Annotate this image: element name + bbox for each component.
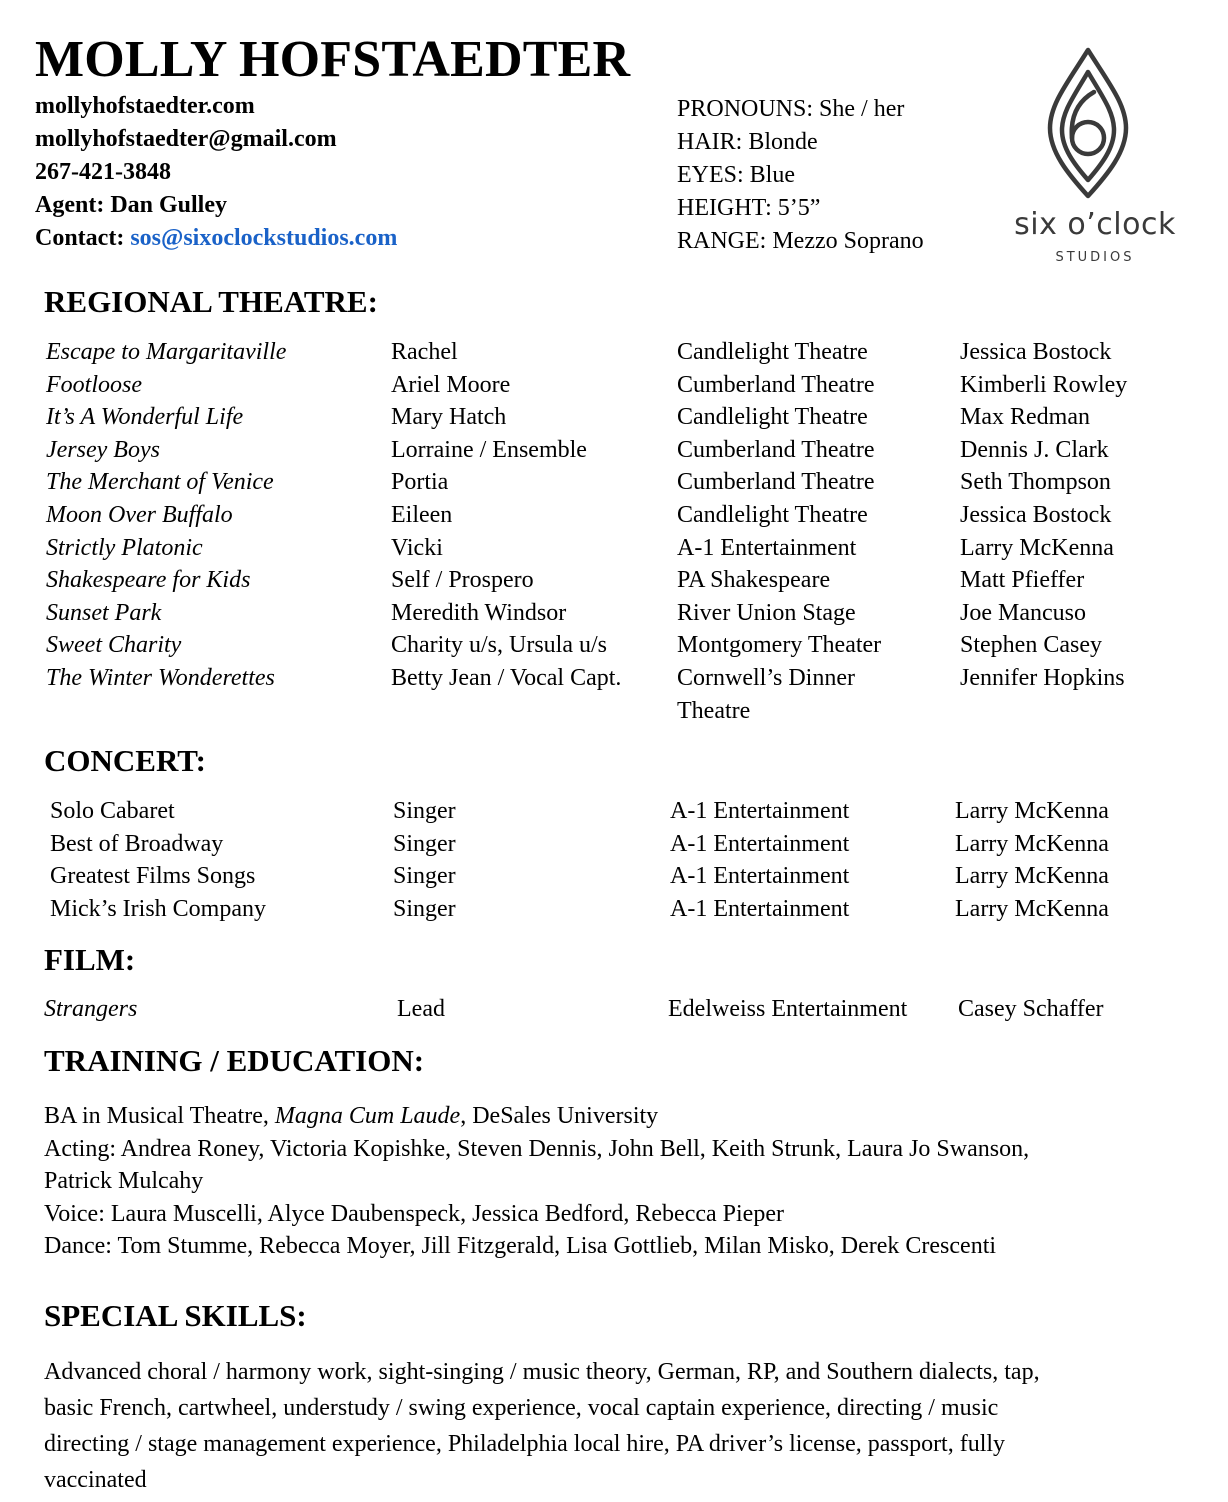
company: A-1 Entertainment [670,830,850,857]
director: Stephen Casey [960,632,1102,659]
role: Portia [391,469,449,496]
phone: 267-421-3848 [35,159,171,185]
company: Edelweiss Entertainment [668,996,908,1022]
heading-regional-theatre: REGIONAL THEATRE: [44,284,378,319]
company: A-1 Entertainment [670,798,850,824]
concert-title: Solo Cabaret [50,798,175,824]
table-row [0,369,1228,402]
table-row [0,401,1228,434]
show-title: Strictly Platonic [46,534,203,561]
logo-wordmark: six o’clock [1014,207,1176,242]
company: Cumberland Theatre [677,436,875,463]
role: Ariel Moore [391,371,511,398]
contact-label: Contact: [35,225,131,251]
table-row [0,795,1228,828]
table-row [0,597,1228,630]
table-row [0,662,1228,727]
director: Jessica Bostock [960,501,1112,528]
table-row [0,993,1228,1026]
director: Seth Thompson [960,469,1111,496]
email: mollyhofstaedter@gmail.com [35,126,337,152]
show-title: It’s A Wonderful Life [46,404,244,431]
table-row [0,532,1228,565]
company: A-1 Entertainment [670,895,850,922]
degree-text: BA in Musical Theatre, [44,1103,275,1129]
contact-block [35,90,397,255]
table-row [0,499,1228,532]
role: Meredith Windsor [391,599,567,626]
table-row [0,860,1228,893]
company: A-1 Entertainment [670,863,850,890]
agency-logo [1010,44,1180,274]
stat-eyes: EYES: Blue [677,162,795,188]
company: Montgomery Theater [677,632,882,659]
contact-line [35,222,397,255]
role: Vicki [391,534,443,561]
company: PA Shakespeare [677,567,831,594]
dance-line: Dance: Tom Stumme, Rebecca Moyer, Jill Fitzgerald, Lisa Gottlieb, Milan Misko, Derek Crescenti [44,1233,997,1260]
concert-title: Best of Broadway [50,830,224,857]
role: Lorraine / Ensemble [391,436,587,463]
director: Kimberli Rowley [960,371,1128,398]
director: Larry McKenna [955,895,1109,922]
company: Candlelight Theatre [677,404,868,431]
training-block [44,1100,1194,1263]
stat-range: RANGE: Mezzo Soprano [677,228,924,254]
company: River Union Stage [677,599,856,626]
degree-school: , DeSales University [460,1103,659,1129]
company: Cumberland Theatre [677,371,875,398]
website: mollyhofstaedter.com [35,93,255,119]
film-table [0,993,1228,1026]
show-title: Moon Over Buffalo [46,501,233,528]
skills-line: Advanced choral / harmony work, sight-singing / music theory, German, RP, and Southern dialects, tap, [44,1359,1040,1385]
heading-special-skills: SPECIAL SKILLS: [44,1298,307,1333]
show-title: Sunset Park [46,599,162,626]
table-row [0,466,1228,499]
physical-stats [677,93,924,258]
stat-pronouns: PRONOUNS: She / her [677,96,905,122]
role: Eileen [391,501,453,528]
heading-concert: CONCERT: [44,743,206,778]
director: Larry McKenna [955,798,1109,824]
agent: Agent: Dan Gulley [35,192,227,218]
heading-training: TRAINING / EDUCATION: [44,1043,425,1078]
role: Mary Hatch [391,404,507,431]
show-title: Sweet Charity [46,632,182,659]
concert-title: Greatest Films Songs [50,863,256,890]
show-title: The Merchant of Venice [46,469,274,496]
company-wrap: Theatre [677,697,751,724]
director: Joe Mancuso [960,599,1086,626]
company: Cumberland Theatre [677,469,875,496]
company: Candlelight Theatre [677,501,868,528]
skills-line: basic French, cartwheel, understudy / swing experience, vocal captain experience, directing / music [44,1395,999,1421]
role: Singer [393,798,456,824]
acting-line: Acting: Andrea Roney, Victoria Kopishke, Steven Dennis, John Bell, Keith Strunk, Laura Jo Swanson, [44,1135,1030,1162]
show-title: Jersey Boys [46,436,160,463]
heading-film: FILM: [44,942,136,977]
acting-line-cont: Patrick Mulcahy [44,1168,204,1195]
contact-email-link[interactable]: sos@sixoclockstudios.com [130,225,398,251]
show-title: Shakespeare for Kids [46,567,251,594]
degree-line [44,1100,1194,1133]
director: Jennifer Hopkins [960,664,1125,691]
role: Betty Jean / Vocal Capt. [391,664,622,691]
company: A-1 Entertainment [677,534,857,561]
logo-subtitle: STUDIOS [1055,250,1135,265]
role: Rachel [391,339,458,365]
director: Larry McKenna [960,534,1114,561]
skills-line: vaccinated [44,1467,147,1493]
concert-title: Mick’s Irish Company [50,895,266,922]
table-row [0,629,1228,662]
concert-table [0,795,1228,925]
performer-name: MOLLY HOFSTAEDTER [35,31,631,88]
director: Max Redman [960,404,1090,431]
eye-diamond-6-icon [1010,44,1180,204]
company: Candlelight Theatre [677,339,868,365]
role: Singer [393,895,456,922]
role: Self / Prospero [391,567,534,594]
table-row [0,828,1228,861]
show-title: The Winter Wonderettes [46,664,275,691]
degree-honor: Magna Cum Laude [274,1103,461,1129]
skills-line: directing / stage management experience, Philadelphia local hire, PA driver’s license, passport, fully [44,1431,1006,1457]
stat-hair: HAIR: Blonde [677,129,818,155]
table-row [0,336,1228,369]
table-row [0,893,1228,926]
skills-block [44,1354,1194,1498]
stat-height: HEIGHT: 5’5” [677,195,821,221]
role: Singer [393,830,456,857]
director: Larry McKenna [955,863,1109,890]
role: Singer [393,863,456,890]
show-title: Escape to Margaritaville [46,339,287,365]
show-title: Footloose [46,371,142,398]
director: Jessica Bostock [960,339,1112,365]
director: Matt Pfieffer [960,567,1085,594]
regional-theatre-table [0,336,1228,727]
company: Cornwell’s Dinner [677,664,855,691]
table-row [0,564,1228,597]
role: Charity u/s, Ursula u/s [391,632,607,659]
film-title: Strangers [44,996,138,1022]
voice-line: Voice: Laura Muscelli, Alyce Daubenspeck, Jessica Bedford, Rebecca Pieper [44,1200,784,1227]
director: Casey Schaffer [958,996,1104,1022]
director: Dennis J. Clark [960,436,1109,463]
role: Lead [397,996,445,1022]
table-row [0,434,1228,467]
director: Larry McKenna [955,830,1109,857]
